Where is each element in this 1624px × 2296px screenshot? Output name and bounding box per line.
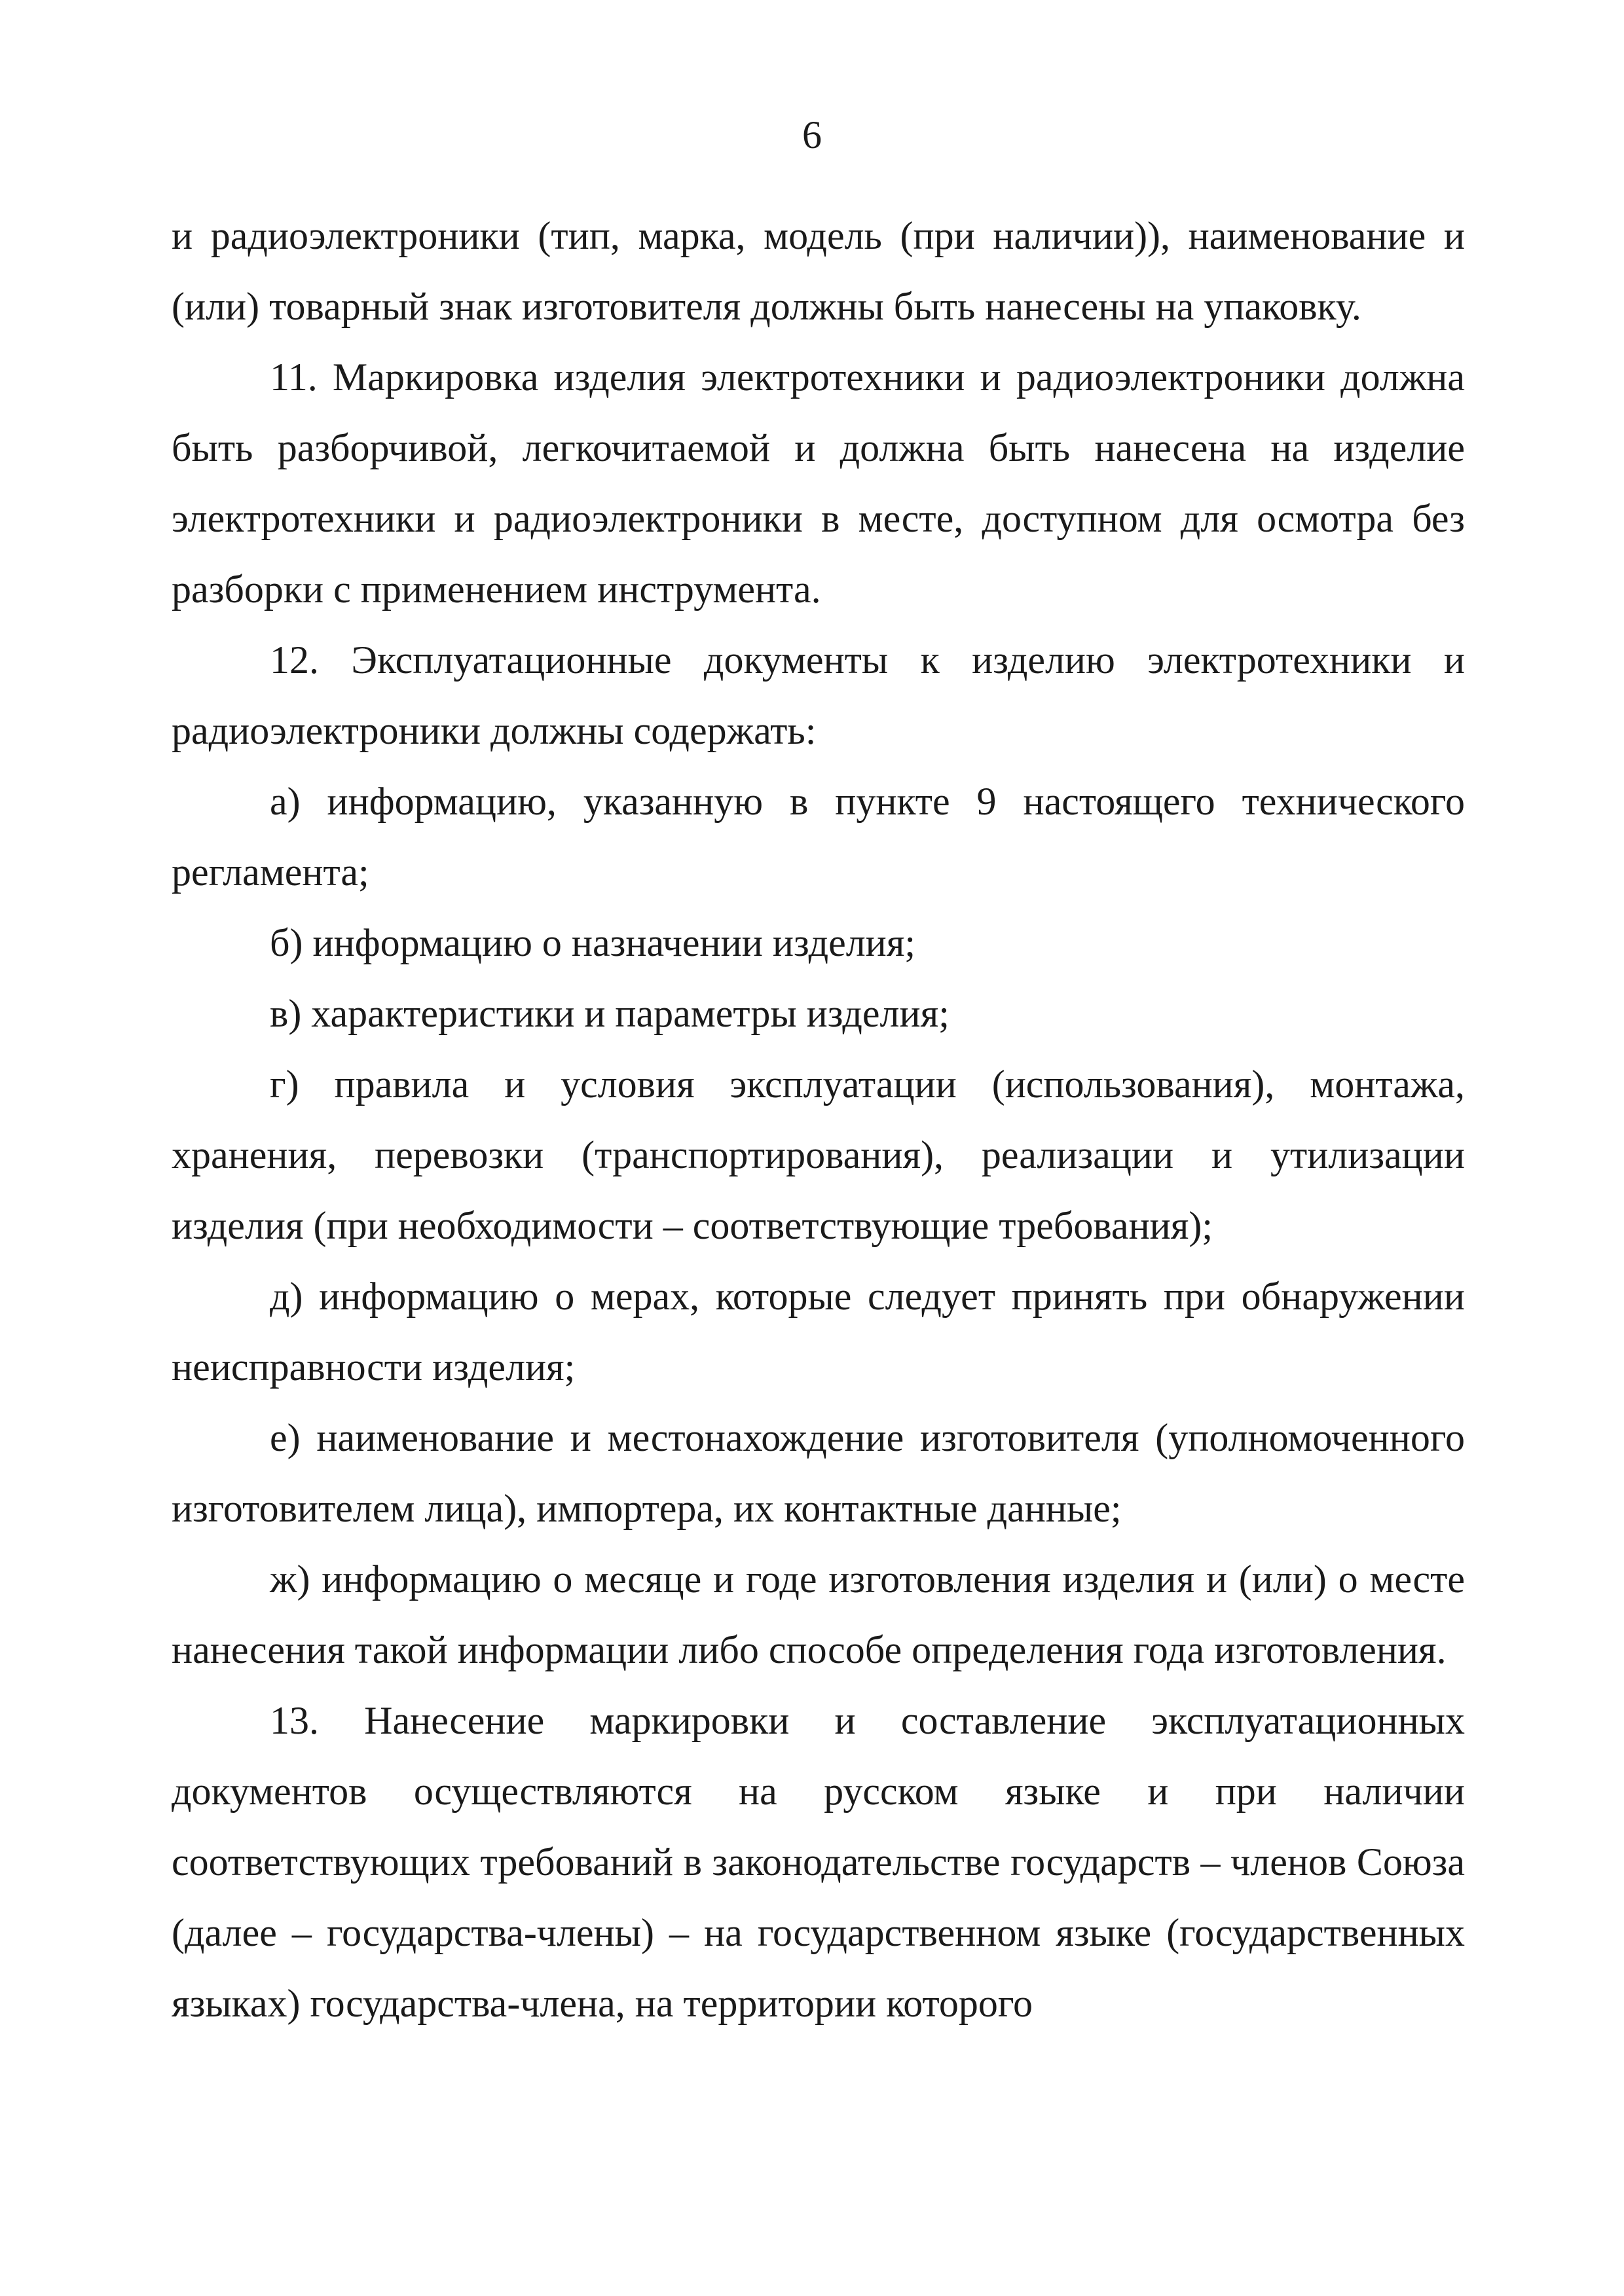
list-item-a: а) информацию, указанную в пункте 9 настоящего технического регламента; — [172, 780, 1465, 894]
list-item-b: б) информацию о назначении изделия; — [270, 921, 916, 964]
list-item-d: д) информацию о мерах, которые следует принять при обнаружении неисправности изделия; — [172, 1275, 1465, 1389]
paragraph-item-12: 12. Эксплуатационные документы к изделию электротехники и радиоэлектроники должны содержать: — [172, 638, 1465, 752]
paragraph-item-13: 13. Нанесение маркировки и составление эксплуатационных документов осуществляются на русском языке и при наличии соответствующих требований в законодательстве государств – членов Союза (далее – государства-члены) – на государственном языке (государственных языках) государства-члена, на территории которого — [172, 1699, 1465, 2025]
list-item-zh: ж) информацию о месяце и годе изготовления изделия и (или) о месте нанесения такой информации либо способе определения года изготовления. — [172, 1558, 1465, 1671]
list-item-e: е) наименование и местонахождение изготовителя (уполномоченного изготовителем лица), импортера, их контактные данные; — [172, 1416, 1465, 1530]
paragraph-item-11: 11. Маркировка изделия электротехники и радиоэлектроники должна быть разборчивой, легкочитаемой и должна быть нанесена на изделие электротехники и радиоэлектроники в месте, доступном для осмотра без разборки с применением инструмента. — [172, 355, 1465, 611]
page-number: 6 — [802, 113, 822, 156]
list-item-v: в) характеристики и параметры изделия; — [270, 992, 950, 1035]
paragraph-continuation: и радиоэлектроники (тип, марка, модель (при наличии)), наименование и (или) товарный знак изготовителя должны быть нанесены на упаковку. — [172, 214, 1465, 328]
list-item-g: г) правила и условия эксплуатации (использования), монтажа, хранения, перевозки (транспортирования), реализации и утилизации изделия (при необходимости – соответствующие требования); — [172, 1063, 1465, 1247]
document-body — [172, 200, 1465, 2039]
